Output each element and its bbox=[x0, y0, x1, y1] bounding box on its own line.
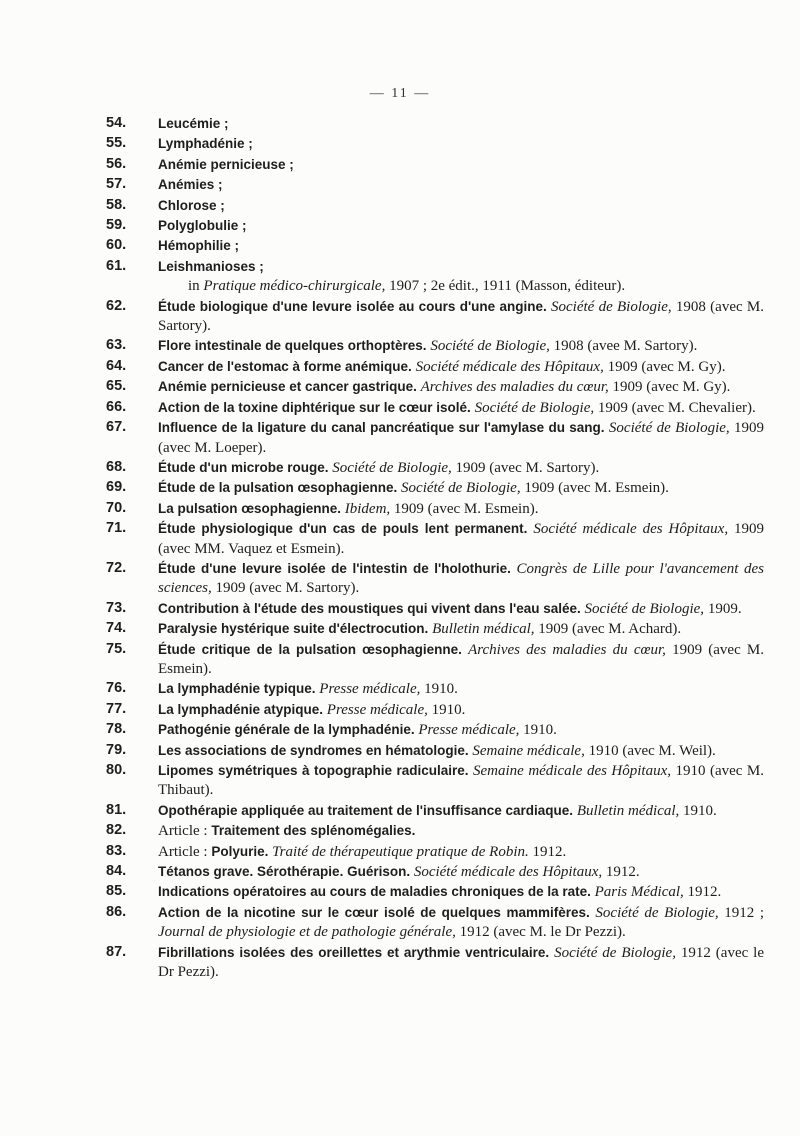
entry-title: La lymphadénie typique. bbox=[158, 681, 316, 697]
entry-journal-2: Journal de physiologie et de pathologie générale, bbox=[158, 924, 456, 941]
entry-journal: Archives des maladies du cœur, bbox=[420, 379, 609, 396]
bibliography-entry bbox=[106, 377, 764, 397]
entry-title: Cancer de l'estomac à forme anémique. bbox=[158, 358, 412, 374]
bibliography-entry bbox=[106, 679, 764, 699]
entry-title: Flore intestinale de quelques orthoptères. bbox=[158, 338, 427, 354]
entry-details: 1909 (avec M. Esmein). bbox=[390, 500, 539, 517]
entry-details: 1909 (avec M. Gy). bbox=[603, 358, 726, 375]
bibliography-list bbox=[0, 114, 800, 982]
entry-title: Étude d'une levure isolée de l'intestin de l'holothurie. bbox=[158, 560, 511, 576]
entry-number: 65. bbox=[106, 378, 127, 395]
entry-details: 1908 (avee M. Sartory). bbox=[549, 338, 698, 355]
bibliography-entry bbox=[106, 559, 765, 599]
entry-number: 58. bbox=[106, 196, 127, 213]
bibliography-entry bbox=[106, 216, 764, 236]
entry-number: 60. bbox=[106, 237, 127, 254]
entry-number: 83. bbox=[106, 842, 127, 859]
entry-title: Lymphadénie ; bbox=[158, 136, 253, 152]
bibliography-entry bbox=[106, 882, 764, 902]
entry-title: Contribution à l'étude des moustiques qui vivent dans l'eau salée. bbox=[158, 600, 581, 616]
entry-title: Influence de la ligature du canal pancréatique sur l'amylase du sang. bbox=[158, 420, 605, 436]
entry-title: Anémie pernicieuse ; bbox=[158, 156, 294, 172]
entry-title: Polyglobulie ; bbox=[158, 218, 247, 234]
bibliography-entry bbox=[106, 458, 764, 478]
entry-number: 84. bbox=[106, 863, 127, 880]
bibliography-entry bbox=[106, 134, 764, 154]
entry-journal: Société de Biologie, bbox=[474, 399, 595, 416]
bibliography-entry bbox=[106, 357, 764, 377]
entry-journal: Bulletin médical, bbox=[576, 802, 680, 819]
entry-title: Hémophilie ; bbox=[158, 238, 240, 254]
bibliography-entry bbox=[106, 236, 764, 256]
bibliography-entry bbox=[158, 277, 794, 296]
entry-title: La pulsation œsophagienne. bbox=[158, 500, 342, 516]
entry-number: 64. bbox=[106, 357, 127, 374]
bibliography-entry bbox=[106, 720, 764, 740]
bibliography-entry bbox=[106, 903, 765, 943]
entry-number: 80. bbox=[106, 762, 127, 778]
entry-details: 1910 (avec M. Thibaut). bbox=[158, 763, 765, 799]
bibliography-entry bbox=[106, 398, 764, 418]
bibliography-entry bbox=[106, 741, 764, 761]
entry-details: 1909. bbox=[704, 600, 742, 617]
bibliography-entry bbox=[106, 297, 765, 337]
entry-in-prefix: in bbox=[188, 278, 204, 295]
entry-number: 63. bbox=[106, 337, 127, 354]
bibliography-entry bbox=[106, 599, 764, 619]
entry-number: 81. bbox=[106, 801, 127, 818]
bibliography-entry bbox=[106, 257, 764, 277]
entry-journal: Bulletin médical, bbox=[432, 621, 535, 638]
entry-number: 72. bbox=[106, 559, 127, 576]
entry-details: 1909 (avec M. Loeper). bbox=[158, 420, 765, 456]
entry-number: 67. bbox=[106, 419, 127, 436]
entry-title: Étude physiologique d'un cas de pouls lent permanent. bbox=[158, 521, 528, 537]
entry-title: Action de la toxine diphtérique sur le cœur isolé. bbox=[158, 399, 471, 415]
entry-journal: Société de Biologie, bbox=[551, 298, 672, 315]
entry-details: 1912 (avec le Dr Pezzi). bbox=[158, 944, 764, 981]
entry-prefix: Article : bbox=[158, 823, 212, 840]
entry-title: Opothérapie appliquée au traitement de l'insuffisance cardiaque. bbox=[158, 802, 574, 818]
bibliography-entry bbox=[106, 175, 764, 195]
entry-journal: Presse médicale, bbox=[418, 722, 520, 739]
entry-journal: Archives des maladies du cœur, bbox=[468, 641, 666, 658]
entry-journal: Semaine médicale, bbox=[472, 742, 585, 759]
entry-details: 1909 (avec M. Chevalier). bbox=[594, 399, 756, 416]
entry-title: Anémies ; bbox=[158, 177, 223, 193]
bibliography-entry bbox=[106, 478, 764, 498]
entry-number: 66. bbox=[106, 398, 127, 415]
entry-details: 1909 (avec M. Sartory). bbox=[211, 580, 360, 597]
entry-title: Leucémie ; bbox=[158, 116, 229, 131]
entry-journal: Société médicale des Hôpitaux, bbox=[415, 358, 604, 375]
entry-source: Pratique médico-chirurgicale, bbox=[203, 278, 386, 295]
entry-number: 77. bbox=[106, 700, 127, 717]
bibliography-entry bbox=[106, 619, 764, 639]
entry-journal: Société médicale des Hôpitaux, bbox=[413, 864, 603, 881]
entry-title: Polyurie. bbox=[211, 843, 269, 859]
entry-details: 1909 (avec M. Esmein). bbox=[520, 480, 669, 497]
bibliography-entry bbox=[106, 196, 764, 216]
entry-details: 1912. bbox=[528, 843, 567, 860]
entry-number: 79. bbox=[106, 741, 127, 758]
bibliography-entry bbox=[106, 700, 764, 720]
entry-number: 78. bbox=[106, 721, 127, 738]
entry-journal: Presse médicale, bbox=[319, 681, 421, 698]
entry-number: 54. bbox=[106, 115, 127, 131]
entry-title: Action de la nicotine sur le cœur isolé de quelques mammifères. bbox=[158, 904, 590, 920]
entry-journal: Société de Biologie, bbox=[430, 338, 550, 355]
entry-journal: Société de Biologie, bbox=[401, 480, 521, 497]
entry-details: 1908 (avec M. Sartory). bbox=[158, 298, 765, 335]
entry-details: 1907 ; 2e édit., 1911 (Masson, éditeur). bbox=[385, 278, 626, 295]
entry-journal: Congrès de Lille pour l'avancement des sciences, bbox=[158, 560, 765, 597]
entry-number: 85. bbox=[106, 883, 127, 900]
bibliography-entry bbox=[106, 640, 764, 680]
entry-journal: Paris Médical, bbox=[594, 884, 684, 901]
entry-journal: Traité de thérapeutique pratique de Robin. bbox=[272, 843, 529, 860]
entry-title: Anémie pernicieuse et cancer gastrique. bbox=[158, 379, 417, 395]
entry-details: 1909 (avec M. Esmein). bbox=[158, 641, 764, 677]
entry-details: 1910 (avec M. Weil). bbox=[584, 742, 716, 759]
bibliography-entry bbox=[106, 418, 765, 458]
bibliography-entry bbox=[106, 801, 764, 821]
bibliography-entry bbox=[106, 336, 764, 356]
entry-details: 1912. bbox=[683, 884, 722, 901]
entry-number: 61. bbox=[106, 257, 127, 274]
entry-title: Leishmanioses ; bbox=[158, 258, 264, 274]
bibliography-entry bbox=[106, 155, 764, 175]
entry-title: Traitement des splénomégalies. bbox=[211, 823, 416, 839]
entry-title: Fibrillations isolées des oreillettes et arythmie ventriculaire. bbox=[158, 944, 550, 960]
entry-details: 1909 (avec M. Achard). bbox=[534, 621, 682, 638]
entry-journal: Ibidem, bbox=[344, 500, 391, 517]
entry-journal: Société de Biologie, bbox=[554, 944, 676, 961]
page-number: — 11 — bbox=[369, 86, 431, 101]
entry-title: Paralysie hystérique suite d'électrocution. bbox=[158, 621, 429, 637]
entry-details: 1910. bbox=[679, 802, 717, 819]
entry-journal: Semaine médicale des Hôpitaux, bbox=[473, 763, 671, 779]
bibliography-entry bbox=[106, 499, 764, 519]
entry-title: Lipomes symétriques à topographie radiculaire. bbox=[158, 763, 469, 778]
entry-title: Étude biologique d'une levure isolée au cours d'une angine. bbox=[158, 298, 547, 314]
entry-title: Chlorose ; bbox=[158, 197, 225, 213]
entry-title: Les associations de syndromes en hématologie. bbox=[158, 742, 469, 758]
entry-number: 76. bbox=[106, 680, 127, 697]
entry-details: 1910. bbox=[427, 701, 466, 718]
entry-title: Étude de la pulsation œsophagienne. bbox=[158, 480, 398, 496]
entry-number: 87. bbox=[106, 943, 127, 960]
entry-title: Étude critique de la pulsation œsophagienne. bbox=[158, 641, 462, 657]
entry-number: 70. bbox=[106, 499, 127, 516]
entry-details: 1912. bbox=[602, 864, 640, 881]
entry-details: 1909 (avec M. Gy). bbox=[608, 379, 731, 396]
entry-details: 1910. bbox=[420, 681, 458, 698]
entry-number: 71. bbox=[106, 520, 127, 537]
entry-journal: Société de Biologie, bbox=[595, 904, 719, 921]
bibliography-entry bbox=[106, 519, 765, 559]
entry-number: 56. bbox=[106, 155, 127, 172]
entry-journal: Société de Biologie, bbox=[584, 600, 705, 617]
entry-title: Pathogénie générale de la lymphadénie. bbox=[158, 722, 415, 738]
entry-details: 1912 ; bbox=[718, 904, 765, 921]
bibliography-entry bbox=[106, 943, 764, 983]
entry-details-2: 1912 (avec M. le Dr Pezzi). bbox=[455, 924, 626, 941]
entry-number: 69. bbox=[106, 479, 127, 496]
entry-number: 82. bbox=[106, 822, 127, 839]
entry-journal: Société de Biologie, bbox=[332, 459, 452, 476]
entry-number: 55. bbox=[106, 135, 127, 152]
entry-details: 1909 (avec MM. Vaquez et Esmein). bbox=[158, 521, 765, 557]
entry-journal: Société de Biologie, bbox=[608, 420, 730, 437]
entry-title: Tétanos grave. Sérothérapie. Guérison. bbox=[158, 864, 411, 880]
entry-number: 68. bbox=[106, 458, 127, 475]
entry-title: Indications opératoires au cours de maladies chroniques de la rate. bbox=[158, 884, 591, 900]
entry-number: 74. bbox=[106, 620, 127, 637]
entry-details: 1909 (avec M. Sartory). bbox=[451, 459, 600, 476]
bibliography-entry bbox=[106, 862, 764, 882]
bibliography-entry bbox=[106, 842, 764, 862]
entry-number: 75. bbox=[106, 640, 127, 657]
entry-number: 73. bbox=[106, 599, 127, 616]
entry-title: La lymphadénie atypique. bbox=[158, 701, 324, 717]
entry-journal: Presse médicale, bbox=[326, 701, 428, 718]
bibliography-entry bbox=[106, 761, 765, 801]
bibliography-entry bbox=[106, 114, 764, 134]
entry-details: 1910. bbox=[519, 722, 557, 739]
entry-journal: Société médicale des Hôpitaux, bbox=[533, 521, 729, 538]
entry-title: Étude d'un microbe rouge. bbox=[158, 459, 329, 475]
entry-number: 62. bbox=[106, 297, 127, 314]
entry-prefix: Article : bbox=[158, 843, 212, 860]
entry-number: 57. bbox=[106, 176, 127, 193]
bibliography-entry bbox=[106, 821, 764, 841]
entry-number: 59. bbox=[106, 217, 127, 234]
entry-number: 86. bbox=[106, 903, 127, 920]
